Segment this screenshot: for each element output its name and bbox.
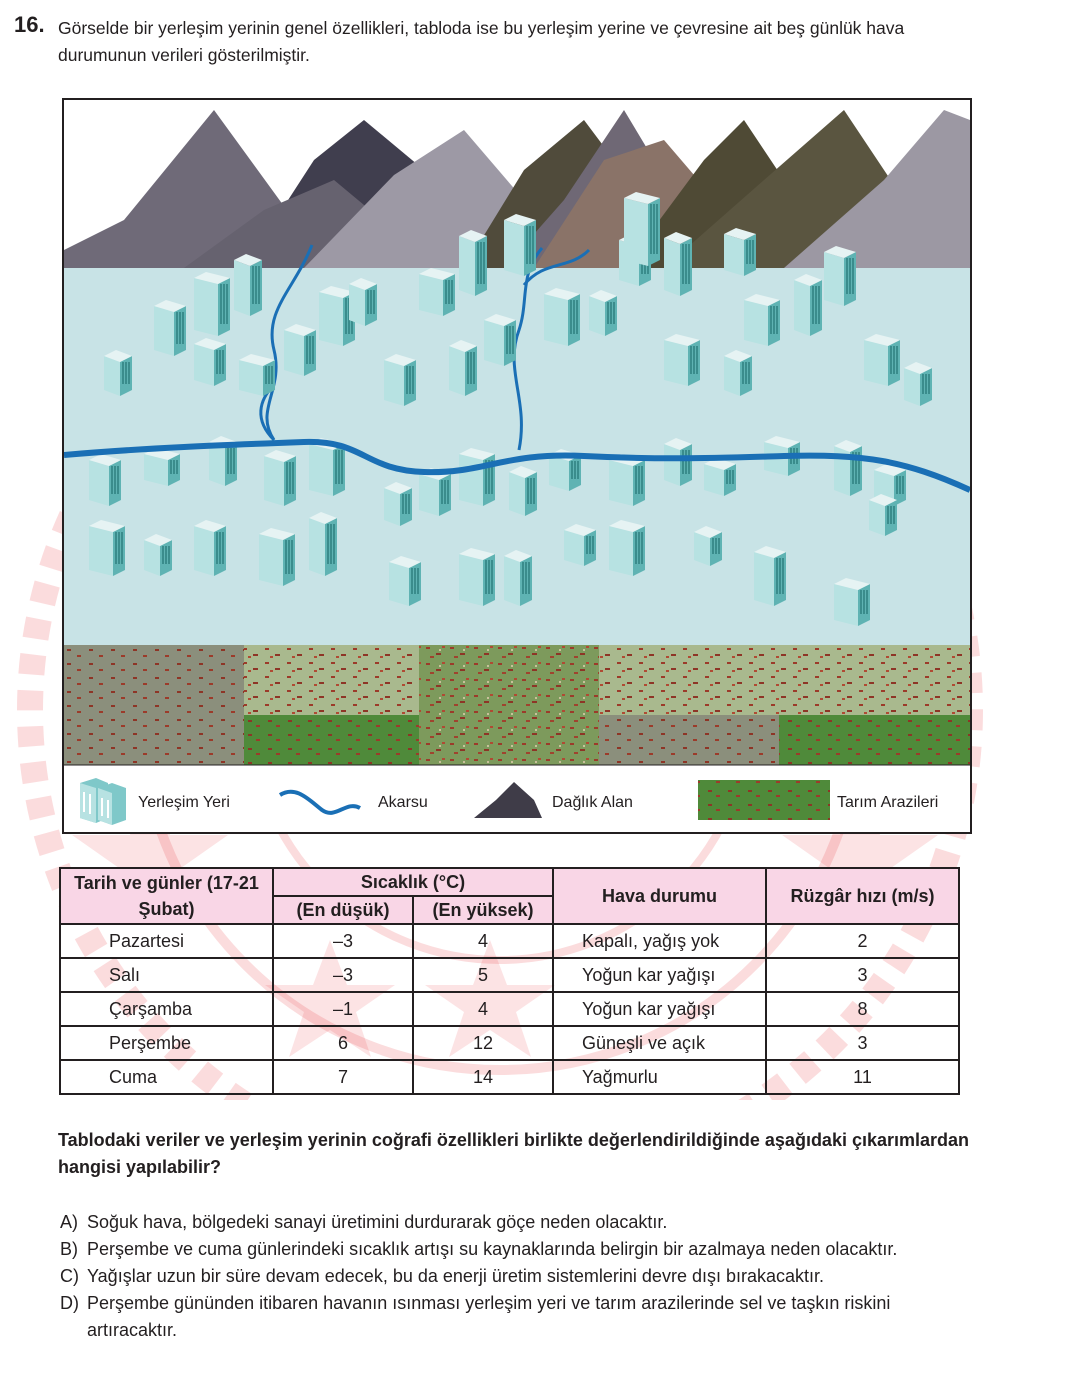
- building: [284, 324, 316, 376]
- building: [459, 448, 495, 506]
- building: [259, 528, 295, 586]
- building: [544, 288, 580, 346]
- building: [154, 300, 186, 356]
- river-legend-icon: [280, 792, 360, 813]
- building: [264, 450, 296, 506]
- building: [459, 548, 495, 606]
- min-temp-cell: 6: [273, 1026, 413, 1060]
- weather-cell: Yoğun kar yağışı: [553, 992, 766, 1026]
- settlement-figure: [62, 98, 972, 834]
- min-temp-cell: 7: [273, 1060, 413, 1094]
- table-row: [60, 992, 959, 1026]
- weather-header: Hava durumu: [553, 868, 766, 924]
- question-intro: Görselde bir yerleşim yerinin genel özellikleri, tabloda ise bu yerleşim yerine ve çevresine ait beş günlük hava durumunun verileri gösterilmiştir.: [58, 18, 905, 65]
- day-cell: Salı: [60, 958, 273, 992]
- table-row: [60, 1060, 959, 1094]
- building: [824, 246, 856, 306]
- min-temp-cell: –3: [273, 958, 413, 992]
- day-cell: Pazartesi: [60, 924, 273, 958]
- legend-river-label: Akarsu: [378, 794, 428, 811]
- building: [384, 354, 416, 406]
- building: [864, 334, 900, 386]
- wind-cell: 3: [766, 958, 959, 992]
- option-letter: A): [60, 1212, 78, 1232]
- farmland-area: [64, 645, 970, 765]
- settlement-legend-icon: [80, 778, 126, 825]
- building: [89, 454, 121, 506]
- building: [459, 230, 487, 296]
- weather-table: [59, 867, 960, 1095]
- wind-cell: 2: [766, 924, 959, 958]
- option-letter: C): [60, 1266, 79, 1286]
- building: [234, 254, 262, 316]
- legend-farmland-label: Tarım Arazileri: [837, 794, 939, 811]
- building: [194, 272, 230, 336]
- building: [144, 448, 180, 486]
- table-row: [60, 924, 959, 958]
- building: [664, 232, 692, 296]
- min-temp-cell: –3: [273, 924, 413, 958]
- settlement-illustration: [64, 100, 970, 832]
- building: [239, 354, 275, 396]
- building: [144, 534, 172, 576]
- building: [744, 294, 780, 346]
- day-cell: Perşembe: [60, 1026, 273, 1060]
- weather-cell: Güneşli ve açık: [553, 1026, 766, 1060]
- building: [484, 314, 516, 366]
- wind-cell: 3: [766, 1026, 959, 1060]
- building: [389, 556, 421, 606]
- building: [754, 546, 786, 606]
- option-letter: D): [60, 1293, 79, 1313]
- wind-cell: 8: [766, 992, 959, 1026]
- weather-cell: Yağmurlu: [553, 1060, 766, 1094]
- option-c[interactable]: [60, 1263, 980, 1290]
- building: [384, 482, 412, 526]
- wind-cell: 11: [766, 1060, 959, 1094]
- building: [194, 338, 226, 386]
- building: [664, 438, 692, 486]
- farmland-legend-swatch: [698, 780, 830, 820]
- building: [509, 466, 537, 516]
- building: [589, 290, 617, 336]
- temperature-header: Sıcaklık (°C): [273, 868, 553, 896]
- option-letter: B): [60, 1239, 78, 1259]
- table-row: [60, 958, 959, 992]
- building: [104, 350, 132, 396]
- option-text: Perşembe gününden itibaren havanın ısınması yerleşim yeri ve tarım arazilerinde sel ve taşkın riskini artıracaktır.: [87, 1293, 891, 1340]
- max-temp-cell: 5: [413, 958, 553, 992]
- answer-options: [60, 1209, 980, 1344]
- building: [89, 520, 125, 576]
- table-row: [60, 1026, 959, 1060]
- building: [419, 268, 455, 316]
- building: [869, 494, 897, 536]
- building: [664, 334, 700, 386]
- weather-cell: Kapalı, yağış yok: [553, 924, 766, 958]
- min-temp-cell: –1: [273, 992, 413, 1026]
- legend-mountain-label: Dağlık Alan: [552, 794, 633, 811]
- building: [724, 350, 752, 396]
- option-text: Soğuk hava, bölgedeki sanayi üretimini durdurarak göçe neden olacaktır.: [87, 1212, 668, 1232]
- mountain-legend-icon: [474, 782, 542, 818]
- legend-settlement-label: Yerleşim Yeri: [138, 794, 230, 811]
- building: [694, 526, 722, 566]
- option-text: Perşembe ve cuma günlerindeki sıcaklık artışı su kaynaklarında belirgin bir azalmaya neden olacaktır.: [87, 1239, 898, 1259]
- date-header: Tarih ve günler (17-21 Şubat): [60, 868, 273, 924]
- building: [704, 458, 736, 496]
- day-cell: Çarşamba: [60, 992, 273, 1026]
- building: [194, 520, 226, 576]
- day-cell: Cuma: [60, 1060, 273, 1094]
- building: [834, 440, 862, 496]
- building: [609, 454, 645, 506]
- building: [449, 340, 477, 396]
- building: [794, 274, 822, 336]
- max-temp-cell: 12: [413, 1026, 553, 1060]
- building: [504, 550, 532, 606]
- max-temp-cell: 14: [413, 1060, 553, 1094]
- min-temp-header: (En düşük): [273, 896, 413, 924]
- question-prompt: Tablodaki veriler ve yerleşim yerinin coğrafi özellikleri birlikte değerlendirildiğinde aşağıdaki çıkarımlardan hangisi yapılabilir?: [58, 1130, 970, 1177]
- max-temp-header: (En yüksek): [413, 896, 553, 924]
- building: [309, 512, 337, 576]
- option-a[interactable]: [60, 1209, 980, 1236]
- weather-cell: Yoğun kar yağışı: [553, 958, 766, 992]
- max-temp-cell: 4: [413, 924, 553, 958]
- option-d[interactable]: [60, 1290, 980, 1344]
- building: [904, 362, 932, 406]
- building: [834, 578, 870, 626]
- building: [624, 192, 660, 266]
- question-number: 16.: [14, 12, 45, 37]
- building: [564, 524, 596, 566]
- option-b[interactable]: [60, 1236, 980, 1263]
- building: [419, 468, 451, 516]
- max-temp-cell: 4: [413, 992, 553, 1026]
- wind-header: Rüzgâr hızı (m/s): [766, 868, 959, 924]
- building: [724, 228, 756, 276]
- option-text: Yağışlar uzun bir süre devam edecek, bu da enerji üretim sistemlerini devre dışı bırakacaktır.: [87, 1266, 825, 1286]
- building: [504, 214, 536, 276]
- building: [349, 278, 377, 326]
- legend: [80, 778, 938, 825]
- building: [609, 520, 645, 576]
